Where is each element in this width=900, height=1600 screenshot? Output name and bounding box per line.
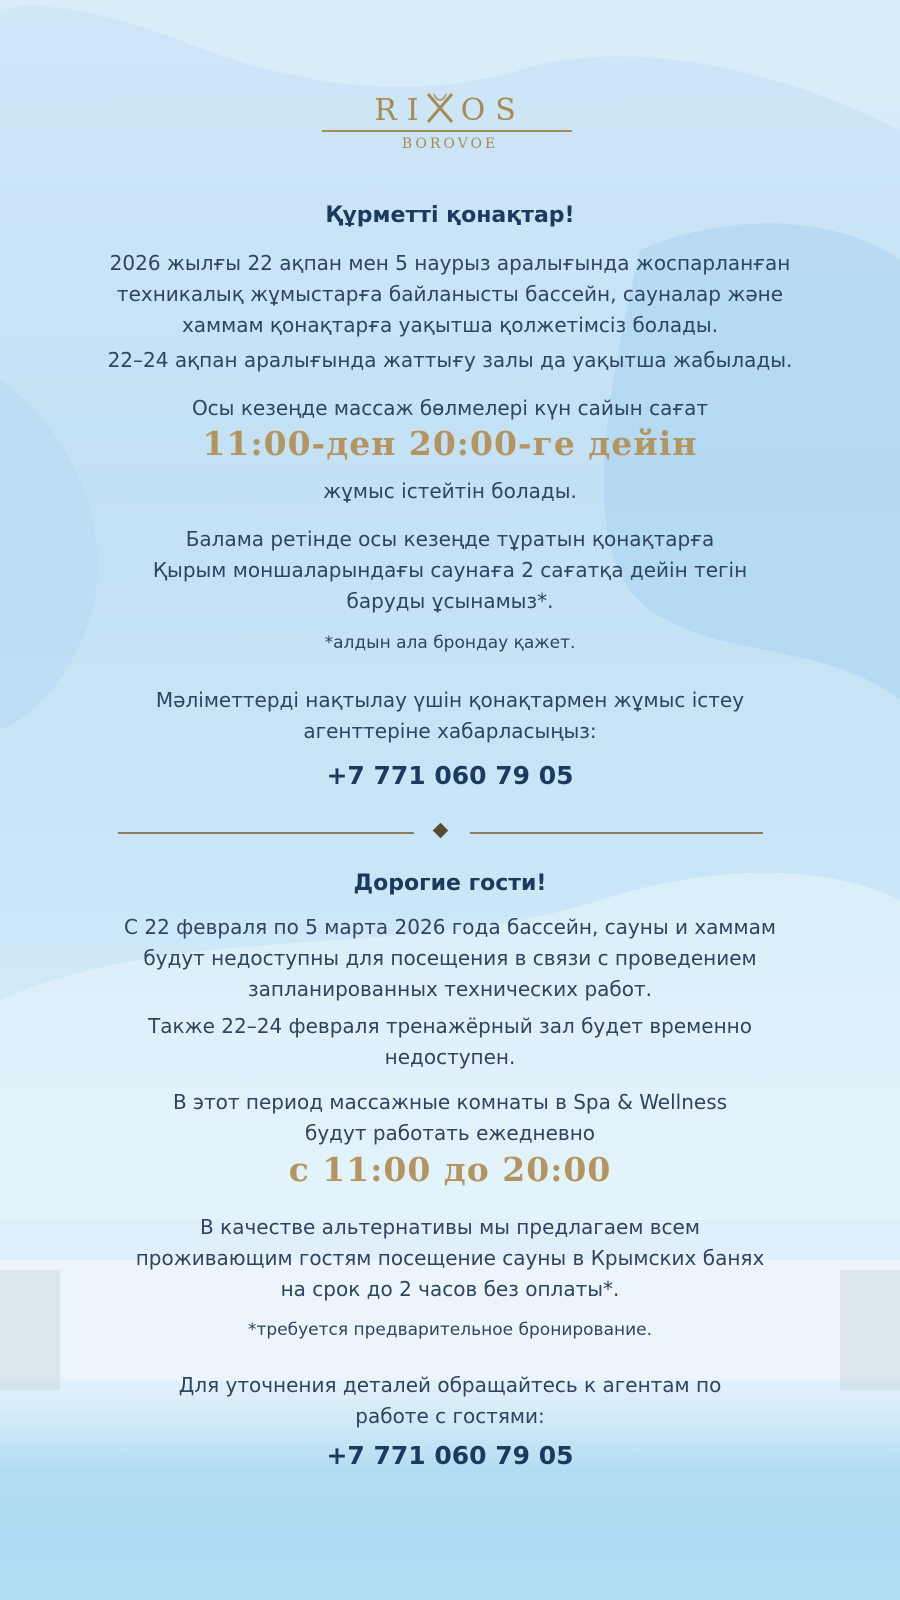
russian-gym-notice — [40, 1011, 860, 1073]
logo-text-right: OS — [460, 93, 526, 128]
logo-underline — [322, 130, 572, 132]
kazakh-phone-number[interactable]: +7 771 060 79 05 — [326, 761, 574, 790]
russian-greeting: Дорогие гости! — [353, 871, 547, 896]
russian-phone-number[interactable]: +7 771 060 79 05 — [326, 1441, 574, 1470]
logo-text-left: RI — [374, 93, 429, 128]
russian-alt-line-3: на срок до 2 часов без оплаты*. — [280, 1277, 620, 1301]
russian-closure-line-1: С 22 февраля по 5 марта 2026 года бассейн, сауны и хаммам — [124, 915, 776, 939]
russian-contact-info — [40, 1370, 860, 1432]
kazakh-alt-line-3: баруды ұсынамыз*. — [346, 589, 554, 613]
russian-contact-line-2: работе с гостями: — [355, 1404, 545, 1428]
kazakh-booking-note: *алдын ала брондау қажет. — [324, 633, 576, 653]
kazakh-contact-line-1: Мәліметтерді нақтылау үшін қонақтармен жұмыс істеу — [155, 688, 745, 712]
logo-location: BOROVOE — [401, 136, 499, 152]
russian-closure-line-2: будут недоступны для посещения в связи с проведением — [143, 946, 757, 970]
kazakh-closure-line-2: техникалық жұмыстарға байланысты бассейн, сауналар және — [116, 282, 784, 306]
russian-alt-line-1: В качестве альтернативы мы предлагаем всем — [200, 1215, 700, 1239]
kazakh-massage-hours: 11:00-ден 20:00-ге дейін — [202, 424, 698, 463]
russian-alternative-offer — [40, 1212, 860, 1305]
divider-line-left — [118, 832, 414, 834]
rixos-logo — [0, 92, 900, 129]
russian-massage-hours: с 11:00 до 20:00 — [288, 1150, 612, 1189]
kazakh-contact-line-2: агенттеріне хабарласыңыз: — [303, 719, 597, 743]
kazakh-closure-notice — [40, 248, 860, 341]
kazakh-massage-outro: жұмыс істейтін болады. — [323, 479, 577, 503]
kazakh-massage-intro: Осы кезеңде массаж бөлмелері күн сайын сағат — [191, 396, 709, 420]
russian-massage-line-1: В этот период массажные комнаты в Spa & Wellness — [172, 1090, 728, 1114]
russian-alt-line-2: проживающим гостям посещение сауны в Крымских банях — [135, 1246, 765, 1270]
russian-contact-line-1: Для уточнения деталей обращайтесь к агентам по — [178, 1373, 722, 1397]
kazakh-closure-line-1: 2026 жылғы 22 ақпан мен 5 наурыз аралығында жоспарланған — [109, 251, 791, 275]
russian-booking-note: *требуется предварительное бронирование. — [247, 1320, 653, 1340]
kazakh-alternative-offer — [40, 524, 860, 617]
russian-closure-notice — [40, 912, 860, 1005]
kazakh-alt-line-2: Қырым моншаларындағы саунаға 2 сағатқа дейін тегін — [152, 558, 748, 582]
russian-massage-line-2: будут работать ежедневно — [305, 1121, 595, 1145]
kazakh-alt-line-1: Балама ретінде осы кезеңде тұратын қонақтарға — [185, 527, 715, 551]
kazakh-gym-notice: 22–24 ақпан аралығында жаттығу залы да уақытша жабылады. — [107, 348, 793, 372]
logo-x-mark-icon — [425, 92, 455, 124]
russian-gym-line-1: Также 22–24 февраля тренажёрный зал будет временно — [148, 1014, 752, 1038]
kazakh-contact-info — [40, 685, 860, 747]
diamond-ornament-icon — [433, 823, 449, 839]
russian-gym-line-2: недоступен. — [384, 1045, 516, 1069]
kazakh-greeting: Құрметті қонақтар! — [325, 203, 575, 228]
russian-closure-line-3: запланированных технических работ. — [248, 977, 652, 1001]
kazakh-closure-line-3: хаммам қонақтарға уақытша қолжетімсіз болады. — [181, 313, 719, 337]
russian-massage-notice — [40, 1087, 860, 1149]
divider-line-right — [470, 832, 763, 834]
